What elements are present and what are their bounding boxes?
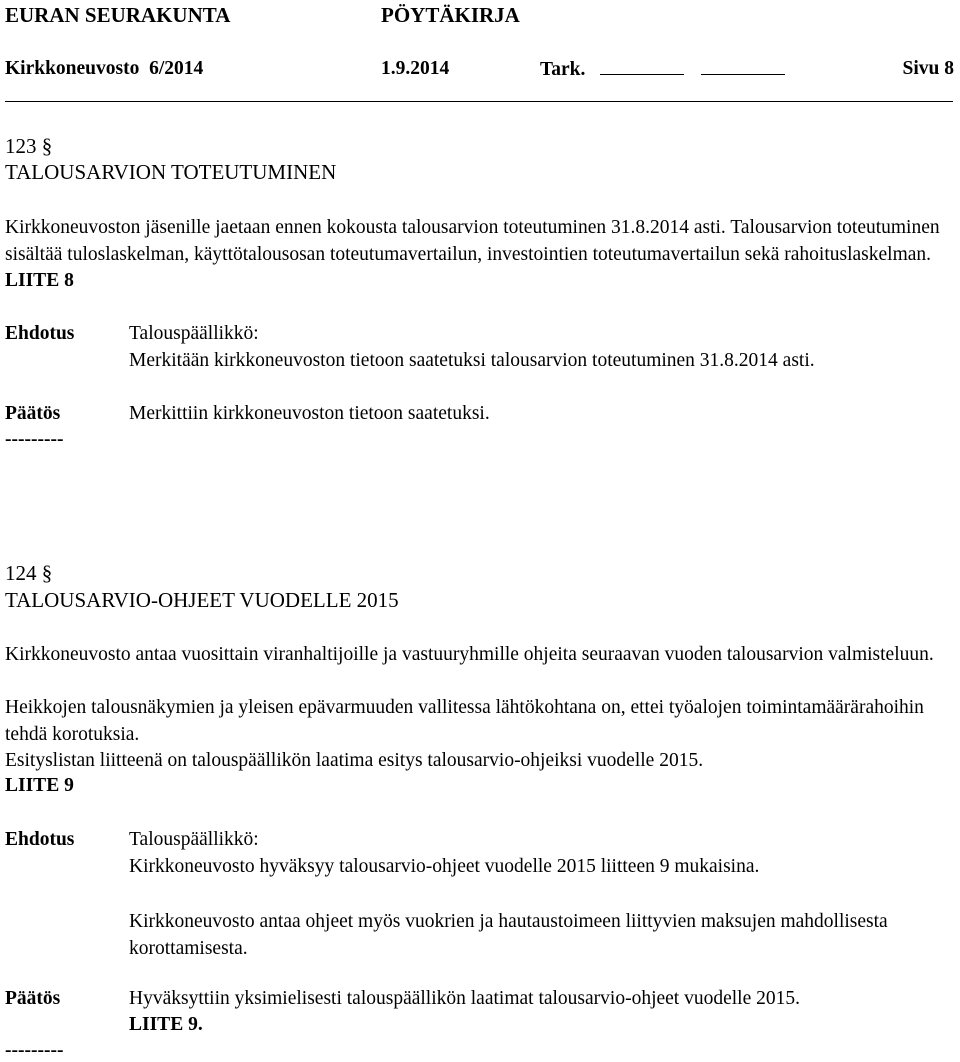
- page-number: Sivu 8: [902, 58, 954, 79]
- check-blank-2: [701, 58, 785, 75]
- section-123-proposal-label: Ehdotus: [5, 323, 75, 344]
- section-123-decision-text: Merkittiin kirkkoneuvoston tietoon saatetuksi.: [129, 403, 490, 424]
- section-124-decision-label: Päätös: [5, 988, 61, 1009]
- section-124-decision-text: Hyväksyttiin yksimielisesti talouspäällikön laatimat talousarvio-ohjeet vuodelle 2015.: [129, 988, 800, 1009]
- check-blank-1: [600, 58, 684, 75]
- section-123-proposal-text: Merkitään kirkkoneuvoston tietoon saatetuksi talousarvion toteutuminen 31.8.2014 asti.: [129, 350, 815, 371]
- section-123-proposer: Talouspäällikkö:: [129, 323, 259, 344]
- section-124-proposal-text-1: Kirkkoneuvosto hyväksyy talousarvio-ohjeet vuodelle 2015 liitteen 9 mukaisina.: [129, 856, 760, 877]
- section-124-body-3: Esityslistan liitteenä on talouspäällikön laatima esitys talousarvio-ohjeiksi vuodelle 2015.: [5, 750, 704, 771]
- section-124-proposal-text-2: Kirkkoneuvosto antaa ohjeet myös vuokrien ja hautaustoimeen liittyvien maksujen mahdollisesta korottamisesta.: [129, 911, 888, 959]
- section-124-proposer: Talouspäällikkö:: [129, 829, 259, 850]
- meeting-id: Kirkkoneuvosto 6/2014: [5, 58, 204, 79]
- section-124-body-1: Kirkkoneuvosto antaa vuosittain viranhaltijoille ja vastuuryhmille ohjeita seuraavan vuoden talousarvion valmisteluun.: [5, 644, 934, 665]
- organization-name: EURAN SEURAKUNTA: [5, 3, 231, 27]
- section-124-title: TALOUSARVIO-OHJEET VUODELLE 2015: [5, 588, 399, 612]
- section-123-body-text: Kirkkoneuvoston jäsenille jaetaan ennen kokousta talousarvion toteutuminen 31.8.2014 asti. Talousarvion toteutuminen sisältää tuloslaskelman, käyttötalousosan toteutumavertailun, investointien toteutumavertailun sekä rahoituslaskelman.: [5, 217, 940, 265]
- section-123-decision-label: Päätös: [5, 403, 61, 424]
- section-123-number: 123 §: [5, 134, 53, 158]
- section-124-number: 124 §: [5, 561, 53, 585]
- document-type: PÖYTÄKIRJA: [381, 3, 520, 27]
- section-124-separator: ---------: [5, 1040, 64, 1061]
- section-124-attachment: LIITE 9: [5, 775, 74, 796]
- check-label: Tark.: [540, 59, 586, 80]
- section-123-body: [5, 215, 955, 295]
- section-124-decision-attachment: LIITE 9.: [129, 1014, 203, 1035]
- section-123-separator: ---------: [5, 429, 64, 450]
- section-124-proposal-label: Ehdotus: [5, 829, 75, 850]
- section-123-attachment: LIITE 8: [5, 270, 74, 291]
- section-123-title: TALOUSARVION TOTEUTUMINEN: [5, 160, 337, 184]
- check-field: [540, 58, 785, 81]
- section-124-body-2: Heikkojen talousnäkymien ja yleisen epävarmuuden vallitessa lähtökohtana on, ettei työalojen toimintamäärärahoihin tehdä korotuksia.: [5, 697, 924, 745]
- meeting-date: 1.9.2014: [381, 58, 450, 79]
- header-rule: [5, 101, 953, 102]
